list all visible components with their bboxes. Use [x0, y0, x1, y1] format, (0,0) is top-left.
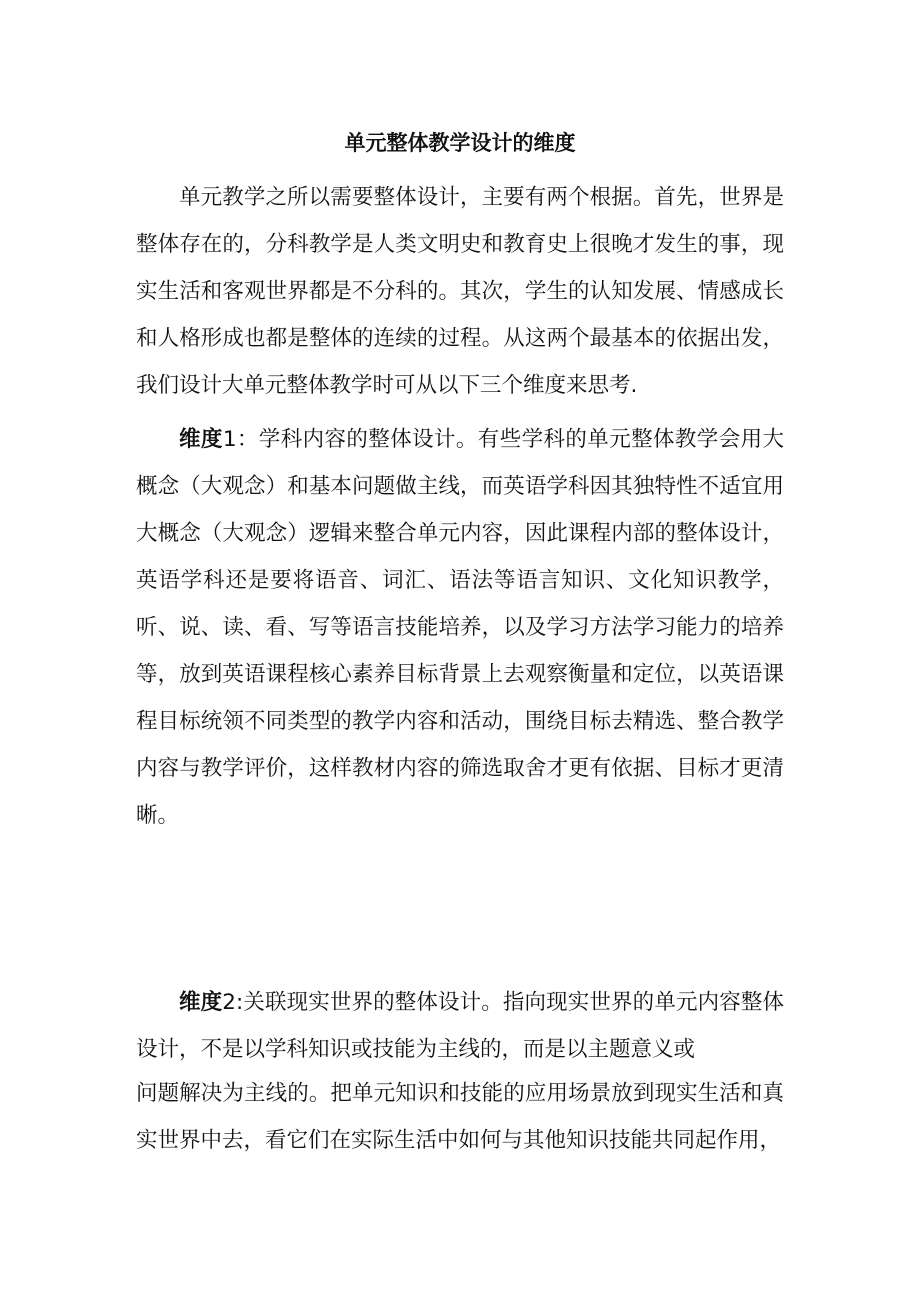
document-title: 单元整体教学设计的维度 — [344, 131, 576, 155]
dimension-1-label: 维度 — [179, 427, 223, 452]
intro-paragraph: 单元教学之所以需要整体设计，主要有两个根据。首先，世界是整体存在的，分科教学是人类文明史和教育史上很晚才发生的事，现实生活和客观世界都是不分科的。其次，学生的认知发展、情感成长和人格形成也都是整体的连续的过程。从这两个最基本的依据出发，我们设计大单元整体教学时可从以下三个维度来思考. — [136, 185, 784, 398]
dimension-2-continuation: 问题解决为主线的。把单元知识和技能的应用场景放到现实生活和真实世界中去，看它们在实际生活中如何与其他知识技能共同起作用， — [136, 1081, 784, 1153]
dimension-2-paragraph — [136, 979, 784, 1073]
dimension-1-paragraph — [136, 416, 784, 839]
dimension-2-label: 维度 — [179, 990, 223, 1015]
dimension-1-text: 1：学科内容的整体设计。有些学科的单元整体教学会用大概念（大观念）和基本问题做主线，而英语学科因其独特性不适宜用大概念（大观念）逻辑来整合单元内容，因此课程内部的整体设计，英语学科还是要将语音、词汇、语法等语言知识、文化知识教学，听、说、读、看、写等语言技能培养，以及学习方法学习能力的培养等，放到英语课程核心素养目标背景上去观察衡量和定位，以英语课程目标统领不同类型的教学内容和活动，围绕目标去精选、整合教学内容与教学评价，这样教材内容的筛选取舍才更有依据、目标才更清晰。 — [136, 427, 784, 828]
dimension-2-text-line1: 2:关联现实世界的整体设计。指向现实世界的单元内容整体设计，不是以学科知识或技能为主线的，而是以主题意义或 — [136, 990, 784, 1062]
